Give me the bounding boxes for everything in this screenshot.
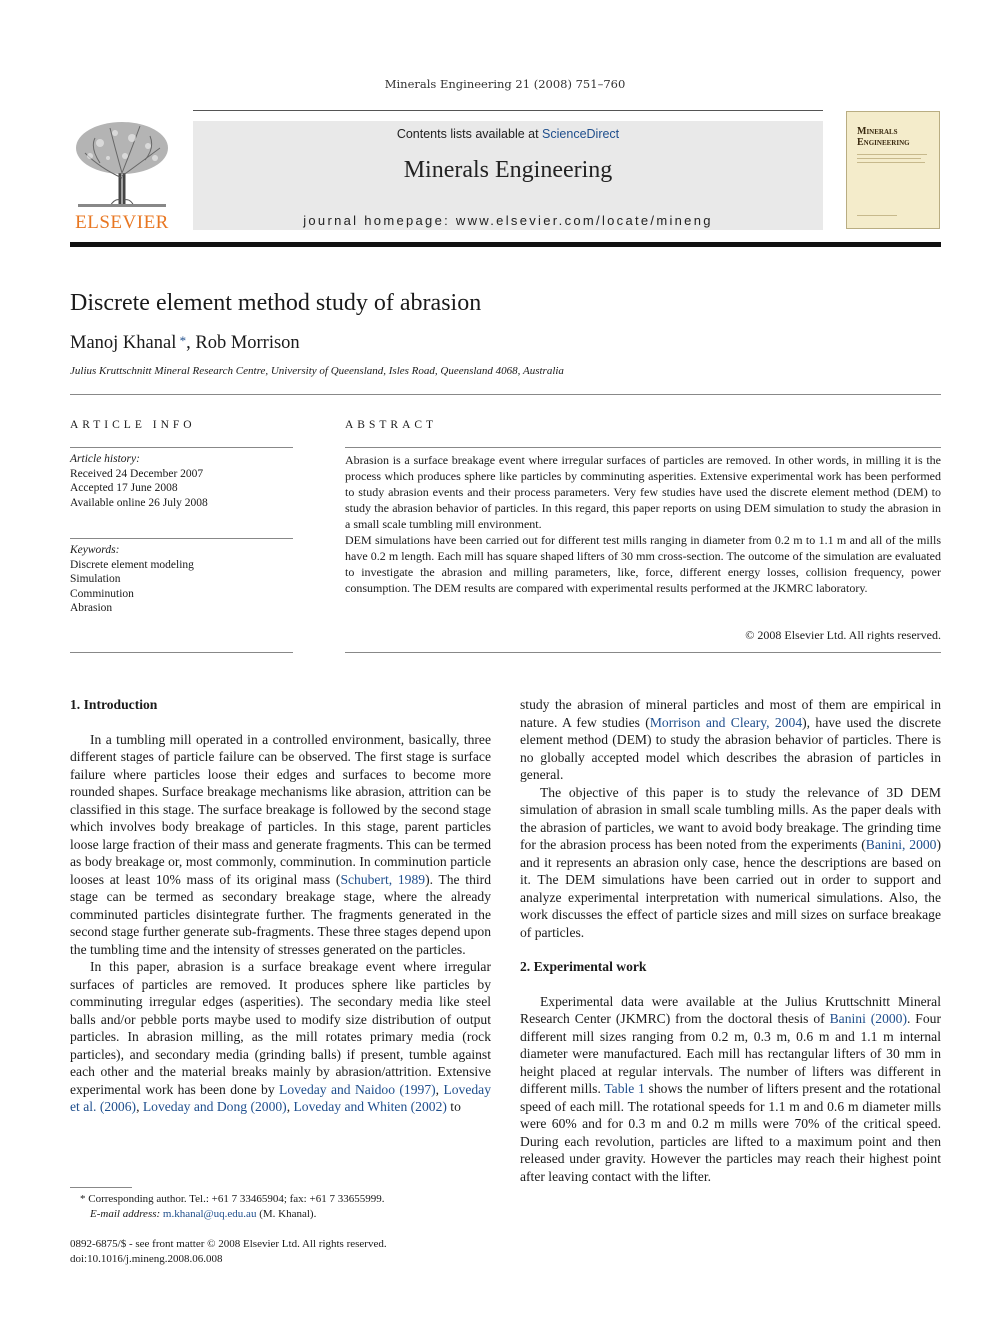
journal-homepage[interactable]: journal homepage: www.elsevier.com/locate/mineng — [303, 213, 713, 228]
citation-link[interactable]: Banini (2000) — [829, 1011, 907, 1026]
header-top-rule — [193, 110, 823, 111]
cover-rule — [857, 154, 927, 155]
citation-link[interactable]: Schubert, 1989 — [340, 871, 426, 887]
section-divider — [345, 447, 941, 448]
doi-line[interactable]: doi:10.1016/j.mineng.2008.06.008 — [70, 1252, 223, 1265]
issn-line: 0892-6875/$ - see front matter © 2008 Elsevier Ltd. All rights reserved. — [70, 1238, 387, 1250]
body-column-left — [70, 696, 491, 1116]
article-title: Discrete element method study of abrasion — [70, 290, 482, 316]
footnote-line: E-mail address: m.khanal@uq.edu.au (M. Khanal). — [90, 1207, 317, 1220]
citation-link[interactable]: Loveday and Naidoo (1997) — [279, 1081, 436, 1097]
received-date: Received 24 December 2007 — [70, 467, 204, 480]
article-info-heading: ARTICLE INFO — [70, 419, 196, 431]
journal-title: Minerals Engineering — [403, 157, 613, 183]
keywords-label: Keywords: — [70, 544, 120, 556]
accepted-date: Accepted 17 June 2008 — [70, 482, 178, 494]
email-link[interactable]: m.khanal@uq.edu.au — [162, 1207, 257, 1220]
keyword-item: Abrasion — [70, 602, 113, 614]
body-paragraph: The objective of this paper is to study the relevance of 3D DEM simulation of abrasion in small scale tumbling mills. As the paper deals with the abrasion of particles, we want to avoid body breakage. The grinding time for the abrasion process has been noted from the experiments (Banini, 2000) and it represents an abrasion only case, hence the descriptions are based on it. The DEM simulations have been carried out in order to support and analyze experimental interpretation with numerical simulations. Also, the work discusses the effect of particle sizes and mill sizes on surface breakage of particles. — [520, 784, 941, 940]
abstract-paragraph: DEM simulations have been carried out for different test mills ranging in diameter from 0.2 m to 1.1 m and all of the mills have 0.2 m length. Each mill has square shaped lifters of 30 mm cross-section. The outcome of the simulation are evaluated to investigate the abrasion and milling parameters, like, force, different energy losses, collision frequency, power consumption. The DEM results are compared with experimental results performed at the JKMRC laboratory. — [345, 533, 941, 595]
corresponding-author-mark[interactable]: * — [176, 333, 187, 348]
contents-prefix: Contents lists available at — [396, 127, 543, 141]
footnote-rule — [70, 1187, 132, 1188]
table-link[interactable]: Table 1 — [604, 1081, 645, 1096]
abstract-copyright: © 2008 Elsevier Ltd. All rights reserved. — [745, 628, 941, 642]
citation-link[interactable]: Banini, 2000 — [865, 837, 937, 852]
footnote-star: * — [80, 1193, 89, 1205]
body-paragraph: Experimental data were available at the Julius Kruttschnitt Mineral Research Center (JKMRC) from the doctoral thesis of Banini (2000). Four different mill sizes ranging from 0.2 m, 0.3 m, 0.6 m and 1.1 m internal diameter were manufactured. Each mill has rectangular lifters of 30 mm in height placed at regular intervals. The number of lifters was different in different mills. Table 1 shows the number of lifters present and the rotational speed of each mill. The rotational speeds for 1.1 m and 0.6 m diameter mills were 60% and for 0.3 m and 0.2 m mills were 70% of the critical speed. During each revolution, particles are lifted to a maximum point and then released under gravity. However the particles may reach their highest point after leaving contact with the lifter. — [520, 993, 941, 1184]
abstract-body — [345, 452, 941, 596]
elsevier-logo[interactable] — [70, 118, 174, 234]
citation-link[interactable]: Loveday and Whiten (2002) — [293, 1099, 447, 1114]
journal-cover-thumbnail[interactable] — [846, 111, 940, 229]
author-name: , Rob Morrison — [186, 333, 300, 353]
sciencedirect-link[interactable]: ScienceDirect — [542, 127, 620, 141]
journal-reference: Minerals Engineering 21 (2008) 751–760 — [384, 77, 626, 91]
citation-link[interactable]: Loveday et al. (2006) — [70, 1081, 492, 1114]
elsevier-tree-icon — [70, 118, 174, 210]
section-divider — [70, 652, 293, 653]
cover-rule — [857, 162, 925, 163]
footnote — [80, 1192, 500, 1221]
abstract-heading: ABSTRACT — [345, 419, 438, 431]
footnote-line: * Corresponding author. Tel.: +61 7 33465904; fax: +61 7 33655999. — [80, 1193, 385, 1205]
cover-title: Minerals Engineering — [857, 126, 910, 148]
author-name: Manoj Khanal — [70, 333, 177, 353]
history-label: Article history: — [70, 453, 140, 465]
section-divider — [70, 538, 293, 539]
contents-line — [193, 127, 823, 141]
body-column-right — [520, 696, 941, 1185]
author-list — [70, 333, 300, 354]
header-thick-rule — [70, 242, 941, 247]
body-paragraph: In this paper, abrasion is a surface breakage event where irregular surfaces of particles are removed. It produces sphere like particles by comminuting irregular edges (asperities). The secondary media like steel balls and/or pebble ports maybe used to modify size distribution of output particles. In abrasion milling, as the mill rotates primary media (rock particles), and secondary media (grinding balls) if present, tumble against each other and the material breaks mainly by abrasion/attrition. Extensive experimental work has been done by Loveday and Naidoo (1997), Loveday et al. (2006), Loveday and Dong (2000), Loveday and Whiten (2002) to — [70, 959, 492, 1114]
keywords — [70, 543, 293, 616]
section-heading: 1. Introduction — [70, 697, 158, 712]
section-divider — [70, 394, 941, 395]
body-paragraph: In a tumbling mill operated in a controlled environment, basically, three different stages of particle failure can be observed. The first stage is surface failure where particles loose their edges and surfaces to become more rounded shapes. Surface breakage mechanisms like abrasion, attrition can be classified in this stage. The surface breakage is followed by the second stage which involves body breakage of particles. In this stage, parent particles loose large fraction of their mass and generate fragments. This can be termed as body breakage or, most commonly, comminution. In comminution particle looses at least 10% mass of its original mass (Schubert, 1989). The third stage can be termed as secondary breakage stage, where the already comminuted particles disintegrate further. The fragments generated in the second stage further generate sub-fragments. These three stages depend upon the tumbling time and the intensity of stresses generated on the particles. — [70, 731, 491, 957]
cover-rule — [857, 215, 897, 216]
keyword-item: Simulation — [70, 573, 121, 585]
section-divider — [345, 652, 941, 653]
cover-rule — [857, 158, 921, 159]
abstract-paragraph: Abrasion is a surface breakage event where irregular surfaces of particles are removed. In other words, in milling it is the process which produces sphere like particles by comminuting asperities. Extensive experimental work has been performed to study abrasion events and their process parameters. Very few studies have used the discrete element method (DEM) to study the abrasion behavior of particles. In this regard, this paper reports on using DEM simulation to study the abrasion in a small scale tumbling mill environment. — [345, 453, 941, 531]
keyword-item: Discrete element modeling — [70, 558, 194, 571]
publisher-name: ELSEVIER — [75, 212, 169, 233]
citation-link[interactable]: Loveday and Dong (2000) — [142, 1099, 287, 1114]
keyword-item: Comminution — [70, 587, 134, 600]
citation-link[interactable]: Morrison and Cleary, 2004 — [649, 714, 803, 730]
body-paragraph: study the abrasion of mineral particles and most of them are empirical in nature. A few studies (Morrison and Cleary, 2004), have used the discrete element method (DEM) to study the abrasion behavior of particles. There is no globally accepted model which describes the abrasion of particles in general. — [520, 697, 941, 782]
section-heading: 2. Experimental work — [520, 959, 647, 974]
section-divider — [70, 447, 293, 448]
front-matter-info — [70, 1237, 520, 1266]
journal-banner — [193, 121, 823, 230]
author-affiliation: Julius Kruttschnitt Mineral Research Centre, University of Queensland, Isles Road, Queensland 4068, Australia — [70, 365, 564, 377]
online-date: Available online 26 July 2008 — [70, 496, 208, 509]
article-history — [70, 452, 293, 510]
